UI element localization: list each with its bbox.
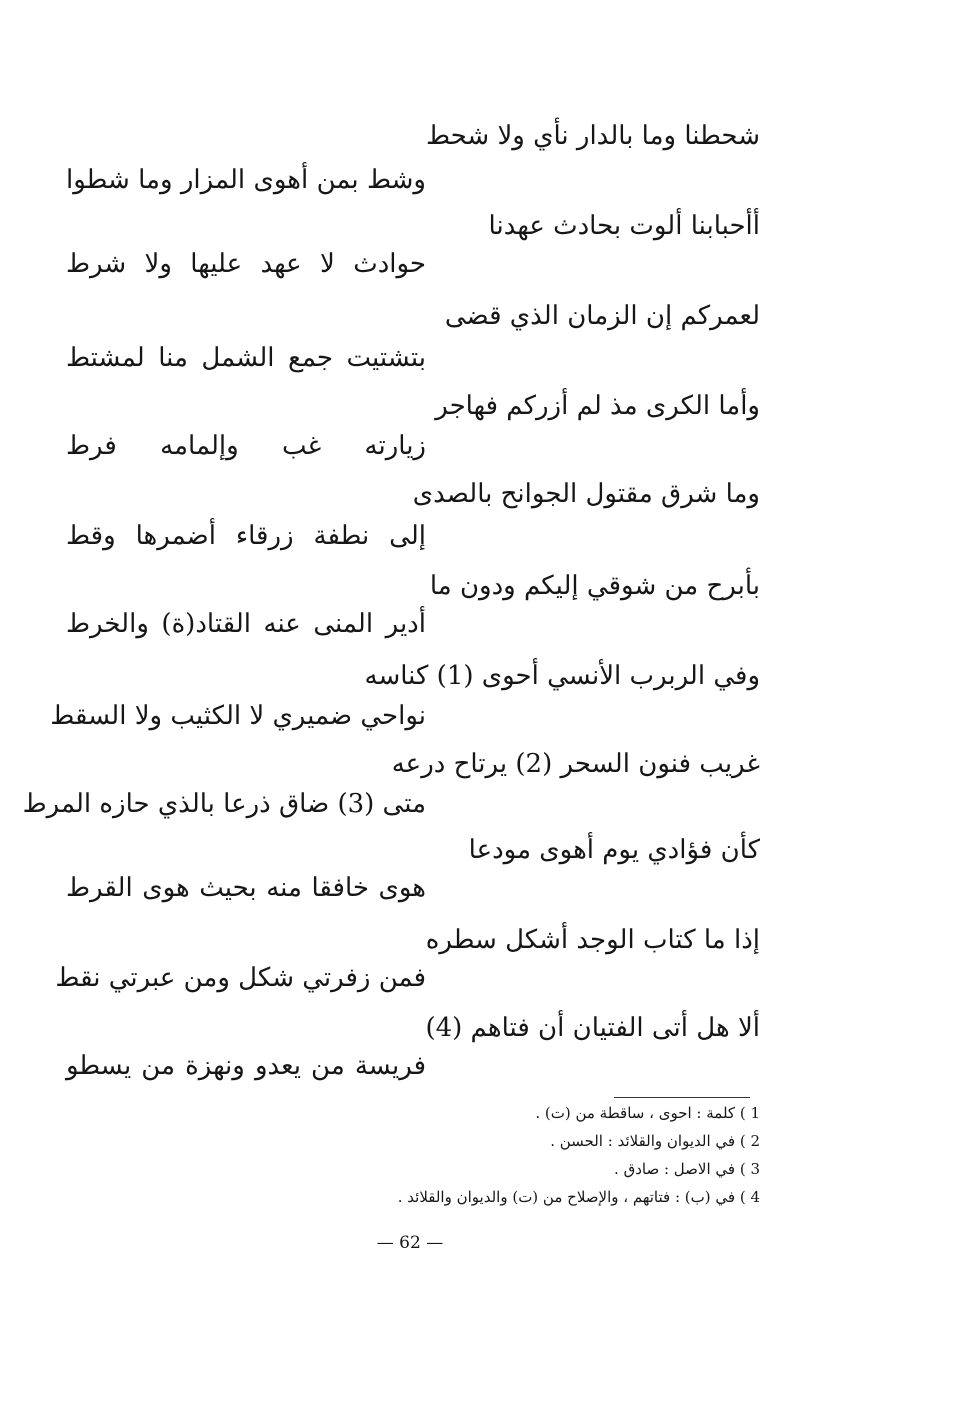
verse-8-first-hemistich: غريب فنون السحر (2) يرتاح درعه [391, 749, 760, 779]
footnote-1: 1 ) كلمة : احوى ، ساقطة من (ت) . [535, 1104, 760, 1122]
verse-9-first-hemistich: كأن فؤادي يوم أهوى مودعا [468, 835, 760, 865]
verse-10-second-hemistich: فمن زفرتي شكل ومن عبرتي نقط [55, 963, 426, 993]
footnote-separator [614, 1097, 750, 1098]
verse-10-first-hemistich: إذا ما كتاب الوجد أشكل سطره [425, 925, 760, 955]
verse-3-first-hemistich: لعمركم إن الزمان الذي قضى [444, 301, 760, 331]
verse-11-first-hemistich: ألا هل أتى الفتيان أن فتاهم (4) [425, 1013, 760, 1043]
verse-7-first-hemistich: وفي الربرب الأنسي أحوى (1) كناسه [364, 661, 760, 691]
page-number: — 62 — [376, 1233, 444, 1253]
verse-8-second-hemistich: متى (3) ضاق ذرعا بالذي حازه المرط [22, 789, 426, 819]
verse-2-first-hemistich: أأحبابنا ألوت بحادث عهدنا [488, 211, 760, 241]
verse-11-second-hemistich: فريسة من يعدو ونهزة من يسطو [66, 1051, 426, 1081]
verse-2-second-hemistich: حوادث لا عهد عليها ولا شرط [66, 249, 426, 279]
verse-1-second-hemistich: وشط بمن أهوى المزار وما شطوا [66, 165, 426, 195]
verse-5-first-hemistich: وما شرق مقتول الجوانح بالصدى [412, 479, 760, 509]
verse-4-first-hemistich: وأما الكرى مذ لم أزركم فهاجر [435, 391, 760, 421]
verse-9-second-hemistich: هوى خافقا منه بحيث هوى القرط [66, 873, 426, 903]
verse-6-first-hemistich: بأبرح من شوقي إليكم ودون ما [429, 571, 760, 601]
verse-4-second-hemistich: زيارته غب وإلمامه فرط [66, 431, 426, 461]
verse-5-second-hemistich: إلى نطفة زرقاء أضمرها وقط [66, 521, 426, 551]
verse-7-second-hemistich: نواحي ضميري لا الكثيب ولا السقط [50, 701, 426, 731]
footnote-3: 3 ) في الاصل : صادق . [614, 1160, 760, 1178]
footnote-4: 4 ) في (ب) : فتاتهم ، والإصلاح من (ت) والديوان والقلائد . [397, 1188, 760, 1206]
footnote-2: 2 ) في الديوان والقلائد : الحسن . [550, 1132, 760, 1150]
verse-1-first-hemistich: شحطنا وما بالدار نأي ولا شحط [425, 121, 760, 151]
verse-3-second-hemistich: بتشتيت جمع الشمل منا لمشتط [66, 343, 426, 373]
verse-6-second-hemistich: أدير المنى عنه القتاد(ة) والخرط [66, 609, 426, 639]
